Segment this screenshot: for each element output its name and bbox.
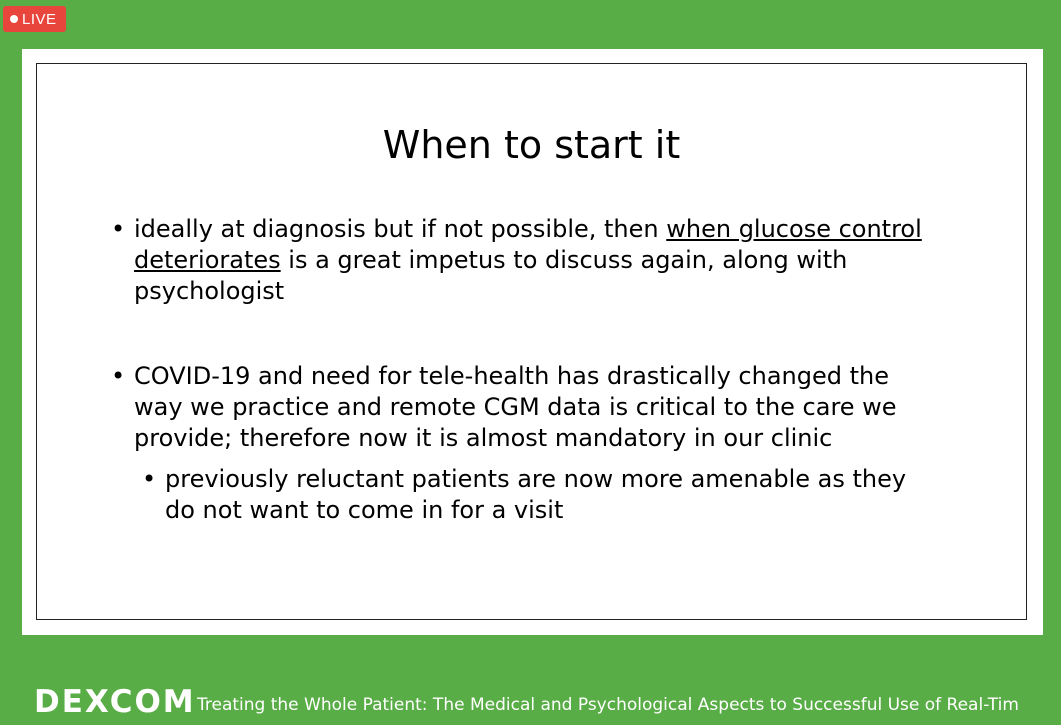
bullet-list	[111, 214, 941, 526]
bullet-item-diagnosis	[111, 214, 941, 307]
bullet-text: ideally at diagnosis but if not possible, then	[134, 215, 667, 243]
bullet-text: previously reluctant patients are now more amenable as they do not want to come in for a visit	[165, 465, 907, 524]
dexcom-logo: DEXCOM	[34, 684, 196, 720]
bullet-dot-icon: •	[111, 362, 126, 390]
live-dot-icon	[10, 15, 18, 23]
bullet-dot-icon: •	[142, 465, 157, 493]
bullet-dot-icon: •	[111, 215, 126, 243]
presentation-slide	[36, 63, 1027, 620]
bullet-text: is a great impetus to discuss again, along with psychologist	[134, 246, 848, 305]
session-title: Treating the Whole Patient: The Medical and Psychological Aspects to Successful Use of Real-Tim	[197, 695, 1019, 715]
slide-viewer	[22, 49, 1043, 635]
bullet-item-covid	[111, 361, 941, 454]
bullet-underlined-text: when glucose control deteriorates	[134, 215, 922, 274]
footer-bar	[0, 680, 1061, 725]
live-label: LIVE	[22, 10, 57, 28]
bullet-text: COVID-19 and need for tele-health has drastically changed the way we practice and remote CGM data is critical to the care we provide; therefore now it is almost mandatory in our clinic	[134, 362, 897, 452]
live-badge	[3, 6, 66, 32]
sub-bullet-item	[142, 464, 941, 526]
slide-title: When to start it	[382, 123, 681, 167]
